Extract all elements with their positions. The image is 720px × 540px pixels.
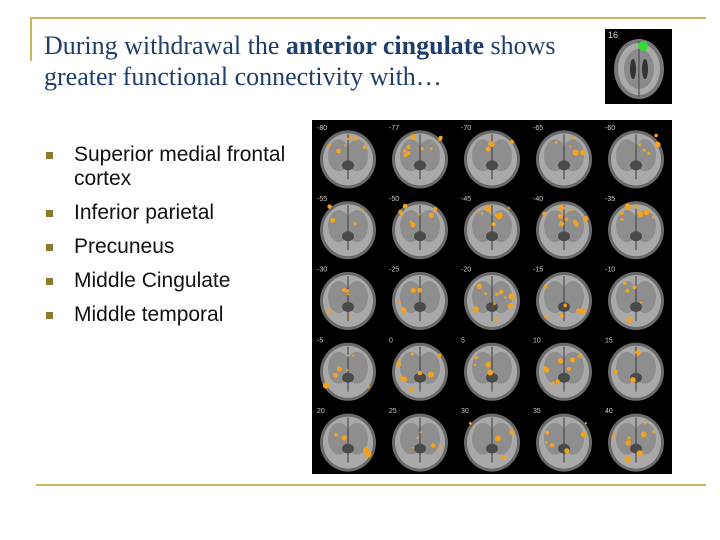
- coronal-slice: [389, 196, 448, 259]
- coronal-slice: [605, 408, 664, 471]
- activation-cluster: [652, 216, 654, 218]
- activation-cluster: [625, 204, 631, 210]
- activation-cluster: [555, 141, 558, 144]
- activation-cluster: [544, 315, 548, 319]
- bullet-text: Superior medial frontal cortex: [74, 143, 286, 190]
- coronal-slice: [605, 337, 664, 400]
- activation-cluster: [475, 356, 478, 359]
- activation-cluster: [410, 222, 415, 227]
- coronal-slice: [605, 125, 664, 188]
- slice-label: 40: [605, 408, 613, 416]
- bullet-text: Inferior parietal: [74, 201, 215, 224]
- bottom-rule: [36, 484, 706, 486]
- activation-cluster: [337, 367, 342, 372]
- activation-cluster: [342, 288, 346, 292]
- activation-cluster: [654, 134, 658, 138]
- activation-cluster: [655, 142, 661, 148]
- activation-cluster: [504, 296, 506, 298]
- activation-cluster: [327, 309, 331, 313]
- activation-cluster: [407, 146, 411, 150]
- activation-cluster: [433, 207, 437, 211]
- activation-cluster: [403, 149, 407, 153]
- activation-cluster: [569, 145, 571, 147]
- activation-cluster: [585, 422, 587, 424]
- activation-cluster: [559, 221, 564, 226]
- coronal-slice: [533, 125, 592, 188]
- activation-cluster: [344, 144, 346, 146]
- slice-label: -20: [461, 266, 472, 274]
- activation-cluster: [558, 205, 564, 211]
- coronal-slice: [389, 337, 448, 400]
- activation-cluster: [635, 205, 639, 209]
- activation-cluster: [647, 152, 650, 155]
- activation-cluster: [497, 212, 503, 218]
- activation-cluster: [492, 222, 496, 226]
- coronal-slice: [389, 267, 448, 330]
- title-bold: anterior cingulate: [285, 31, 484, 60]
- activation-cluster: [473, 306, 479, 312]
- bullet-square-icon: [46, 312, 53, 319]
- activation-cluster: [361, 209, 363, 211]
- coronal-slice: [317, 125, 376, 188]
- coronal-slice: [533, 408, 592, 471]
- activation-cluster: [556, 379, 560, 383]
- activation-cluster: [640, 302, 642, 304]
- activation-cluster: [429, 213, 434, 218]
- activation-cluster: [409, 388, 414, 393]
- activation-cluster: [477, 211, 479, 213]
- slice-label: 30: [461, 408, 469, 416]
- activation-cluster: [407, 151, 411, 155]
- activation-cluster: [327, 204, 331, 208]
- slice-label: -45: [461, 195, 472, 203]
- coronal-slice: [389, 125, 448, 188]
- activation-cluster: [347, 355, 349, 357]
- activation-cluster: [565, 217, 569, 221]
- activation-cluster: [578, 354, 582, 358]
- activation-cluster: [625, 456, 631, 462]
- slice-label: -60: [605, 125, 616, 132]
- activation-cluster: [573, 150, 579, 156]
- activation-cluster: [644, 209, 650, 215]
- list-item: [44, 201, 304, 225]
- slice-label: 0: [389, 337, 393, 345]
- activation-cluster: [430, 147, 433, 150]
- activation-cluster: [484, 292, 487, 295]
- activation-cluster: [493, 302, 496, 305]
- activation-cluster: [481, 212, 483, 214]
- activation-cluster: [630, 377, 635, 382]
- activation-cluster: [474, 364, 476, 366]
- coronal-slice: [461, 125, 520, 188]
- slice-label: -80: [317, 125, 328, 132]
- coronal-slices-grid: [312, 120, 672, 474]
- activation-cluster: [420, 431, 422, 433]
- coronal-slice: [533, 267, 592, 330]
- slice-label: 10: [533, 337, 541, 345]
- axial-brain-image: [605, 29, 672, 104]
- activation-cluster: [328, 144, 331, 147]
- activation-cluster: [584, 218, 587, 221]
- slice-label: -15: [533, 266, 544, 274]
- activation-cluster: [346, 138, 348, 140]
- bullet-text: Middle Cingulate: [74, 269, 231, 292]
- slice-label: -30: [317, 266, 328, 274]
- coronal-slice: [461, 337, 520, 400]
- coronal-slice: [461, 408, 520, 471]
- coronal-slice: [317, 337, 376, 400]
- slice-label: 20: [317, 408, 325, 416]
- slice-label: 35: [533, 408, 541, 416]
- title-part-2: shows greater functional connectivity with…: [44, 31, 556, 91]
- activation-cluster: [401, 213, 403, 215]
- activation-cluster: [639, 144, 642, 147]
- list-item: [44, 303, 304, 327]
- activation-cluster: [345, 289, 349, 293]
- coronal-slice: [317, 267, 376, 330]
- activation-cluster: [499, 290, 504, 295]
- activation-cluster: [626, 289, 630, 293]
- activation-cluster: [428, 372, 434, 378]
- axial-brain-thumbnail: [605, 29, 672, 104]
- activation-cluster: [508, 303, 513, 308]
- activation-cluster: [410, 134, 416, 140]
- coronal-slice: [533, 337, 592, 400]
- slice-label: -50: [389, 195, 400, 203]
- activation-cluster: [580, 150, 585, 155]
- activation-cluster: [632, 285, 636, 289]
- activation-cluster: [403, 204, 408, 209]
- activation-cluster: [558, 214, 563, 219]
- activation-cluster: [367, 385, 370, 388]
- activation-cluster: [363, 447, 369, 453]
- activation-cluster: [336, 149, 341, 154]
- activation-cluster: [418, 214, 420, 216]
- activation-cluster: [626, 440, 631, 445]
- coronal-slice: [605, 196, 664, 259]
- activation-cluster: [628, 437, 631, 440]
- activation-cluster: [477, 284, 482, 289]
- coronal-slice: [317, 408, 376, 471]
- activation-cluster: [398, 301, 401, 304]
- activation-cluster: [421, 147, 424, 150]
- activation-cluster: [621, 218, 624, 221]
- bullet-square-icon: [46, 278, 53, 285]
- bullet-list: [44, 143, 304, 337]
- activation-cluster: [545, 441, 547, 443]
- bullet-text: Precuneus: [74, 235, 175, 258]
- activation-cluster: [349, 316, 351, 318]
- activation-cluster: [489, 136, 491, 138]
- activation-cluster: [412, 447, 414, 449]
- coronal-slice: [461, 267, 520, 330]
- activation-cluster: [363, 145, 367, 149]
- slice-label: 15: [605, 337, 613, 345]
- activation-cluster: [333, 373, 338, 378]
- activation-cluster: [643, 149, 646, 152]
- activation-cluster: [495, 293, 498, 296]
- activation-cluster: [620, 211, 624, 215]
- slice-label: -35: [605, 195, 616, 203]
- activation-cluster: [401, 307, 407, 313]
- top-rule: [30, 17, 706, 19]
- activation-cluster: [342, 435, 347, 440]
- bullet-text: Middle temporal: [74, 303, 224, 326]
- activation-cluster: [563, 304, 567, 308]
- activation-cluster: [353, 136, 357, 140]
- activation-cluster: [417, 288, 422, 293]
- activation-cluster: [411, 288, 416, 293]
- activation-cluster: [652, 430, 655, 433]
- activation-cluster: [352, 355, 354, 357]
- activation-cluster: [440, 446, 443, 449]
- activation-cluster: [644, 422, 647, 425]
- activation-cluster: [418, 371, 422, 375]
- activation-cluster: [510, 140, 514, 144]
- title-part-1: During withdrawal the: [44, 31, 286, 60]
- seed-location-marker: [638, 41, 648, 51]
- activation-cluster: [613, 370, 617, 374]
- coronal-slice: [461, 196, 520, 259]
- activation-cluster: [543, 366, 546, 369]
- activation-cluster: [397, 360, 400, 363]
- activation-cluster: [641, 432, 647, 438]
- activation-cluster: [627, 317, 633, 323]
- activation-cluster: [346, 369, 348, 371]
- slice-label: -5: [317, 337, 324, 345]
- activation-cluster: [488, 143, 491, 146]
- activation-cluster: [564, 448, 569, 453]
- activation-cluster: [636, 350, 641, 355]
- activation-cluster: [570, 357, 575, 362]
- activation-cluster: [487, 370, 493, 376]
- activation-cluster: [495, 436, 501, 442]
- activation-cluster: [570, 208, 573, 211]
- slice-label: 5: [461, 337, 465, 345]
- activation-cluster: [509, 293, 515, 299]
- slice-label: -40: [533, 195, 544, 203]
- activation-cluster: [431, 443, 436, 448]
- activation-cluster: [323, 382, 329, 388]
- bullet-square-icon: [46, 210, 53, 217]
- activation-cluster: [558, 358, 563, 363]
- coronal-slice: [389, 408, 448, 471]
- thumbnail-label: 16: [608, 30, 619, 40]
- activation-cluster: [509, 430, 514, 435]
- activation-cluster: [560, 314, 564, 318]
- activation-cluster: [411, 353, 414, 356]
- activation-cluster: [545, 431, 549, 435]
- activation-cluster: [544, 285, 548, 289]
- coronal-slice: [317, 196, 376, 259]
- activation-cluster: [417, 437, 419, 439]
- activation-cluster: [494, 318, 497, 321]
- activation-cluster: [334, 433, 338, 437]
- activation-cluster: [469, 422, 472, 425]
- activation-cluster: [581, 432, 587, 438]
- activation-cluster: [567, 367, 571, 371]
- activation-cluster: [330, 218, 335, 223]
- activation-cluster: [637, 450, 643, 456]
- bullet-square-icon: [46, 152, 53, 159]
- coronal-slice: [533, 196, 592, 259]
- activation-cluster: [500, 455, 505, 460]
- activation-cluster: [542, 212, 546, 216]
- activation-cluster: [550, 443, 555, 448]
- slice-label: -55: [317, 195, 328, 203]
- activation-cluster: [486, 147, 491, 152]
- slice-label: -77: [389, 125, 400, 132]
- coronal-slice: [605, 267, 664, 330]
- slice-label: -70: [461, 125, 472, 132]
- activation-cluster: [552, 382, 555, 385]
- activation-cluster: [438, 137, 442, 141]
- activation-cluster: [573, 136, 576, 139]
- activation-cluster: [573, 220, 577, 224]
- activation-cluster: [508, 207, 510, 209]
- activation-cluster: [438, 354, 442, 358]
- activation-cluster: [347, 293, 349, 295]
- activation-cluster: [354, 222, 357, 225]
- list-item: [44, 143, 304, 191]
- activation-cluster: [349, 136, 352, 139]
- list-item: [44, 269, 304, 293]
- coronal-slices-panel: [312, 120, 672, 474]
- slice-label: 25: [389, 408, 397, 416]
- left-rule: [30, 17, 32, 61]
- activation-cluster: [623, 281, 627, 285]
- list-item: [44, 235, 304, 259]
- activation-cluster: [638, 211, 644, 217]
- slice-label: -65: [533, 125, 544, 132]
- slice-label: -25: [389, 266, 400, 274]
- activation-cluster: [473, 427, 475, 429]
- activation-cluster: [485, 362, 491, 368]
- activation-cluster: [486, 206, 492, 212]
- activation-cluster: [612, 434, 615, 437]
- activation-cluster: [402, 377, 407, 382]
- slide-title: [44, 30, 584, 92]
- bullet-square-icon: [46, 244, 53, 251]
- slice-label: -10: [605, 266, 616, 274]
- activation-cluster: [580, 308, 586, 314]
